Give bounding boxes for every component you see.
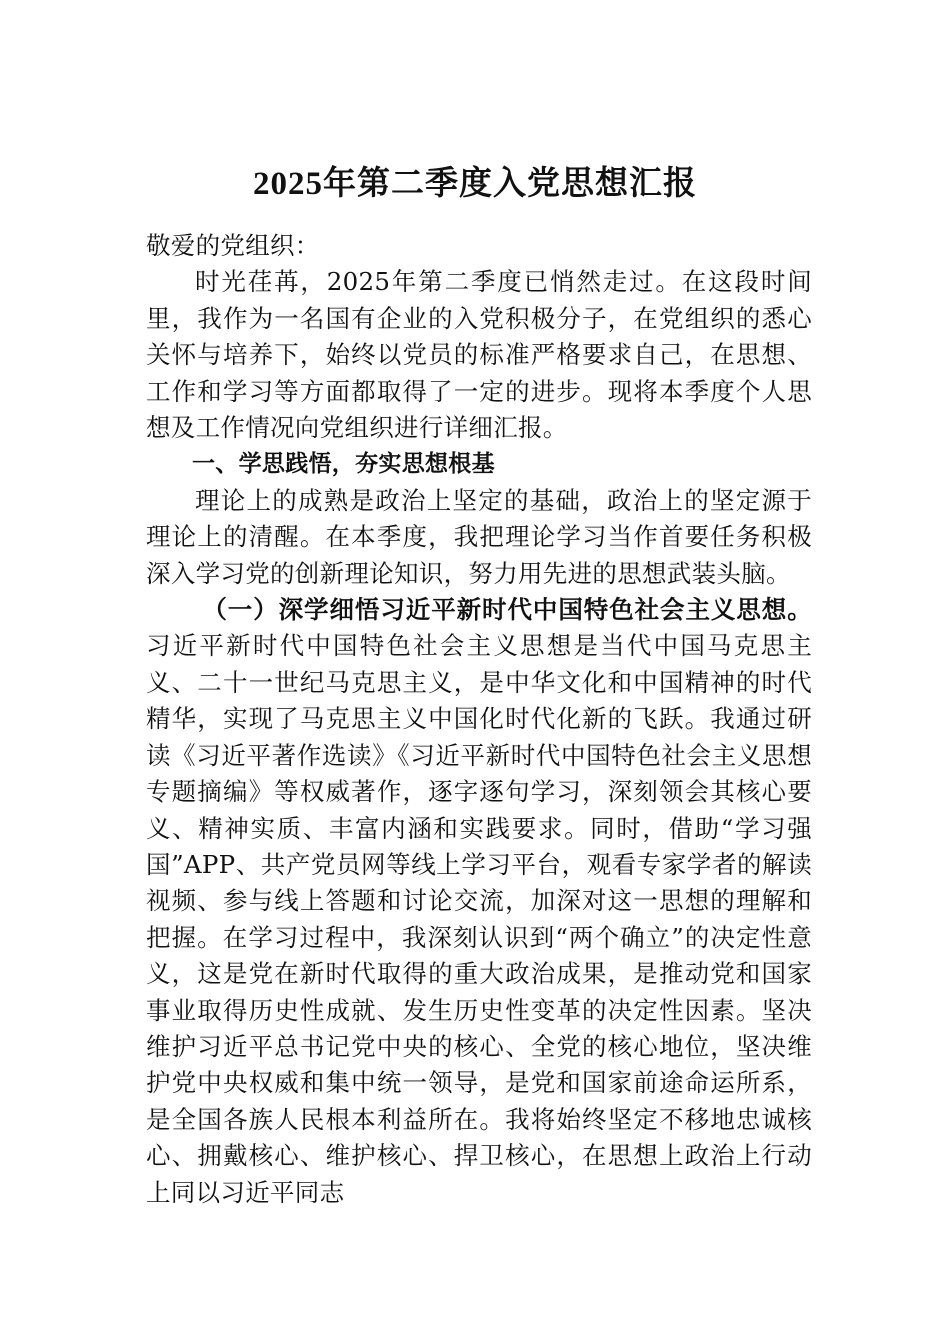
section-1-paragraph: 理论上的成熟是政治上坚定的基础，政治上的坚定源于理论上的清醒。在本季度，我把理论学习当作首要任务积极深入学习党的创新理论知识，努力用先进的思想武装头脑。	[146, 485, 812, 588]
section-heading-1: 一、学思践悟，夯实思想根基	[192, 451, 495, 478]
subsection-1-body: 习近平新时代中国特色社会主义思想是当代中国马克思主义、二十一世纪马克思主义，是中华文化和中国精神的时代精华，实现了马克思主义中国化时代化新的飞跃。我通过研读《习近平著作选读》《习近平新时代中国特色社会主义思想专题摘编》等权威著作，逐字逐句学习，深刻领会其核心要义、精神实质、丰富内涵和实践要求。同时，借助“学习强国”APP、共产党员网等线上学习平台，观看专家学者的解读视频、参与线上答题和讨论交流，加深对这一思想的理解和把握。在学习过程中，我深刻认识到“两个确立”的决定性意义，这是党在新时代取得的重大政治成果，是推动党和国家事业取得历史性成就、发生历史性变革的决定性因素。坚决维护习近平总书记党中央的核心、全党的核心地位，坚决维护党中央权威和集中统一领导，是党和国家前途命运所系，是全国各族人民根本利益所在。我将始终坚定不移地忠诚核心、拥戴核心、维护核心、捍卫核心，在思想上政治上行动上同以习近平同志	[146, 631, 812, 1207]
salutation: 敬爱的党组织：	[146, 231, 320, 260]
intro-paragraph: 时光荏苒，2025年第二季度已悄然走过。在这段时间里，我作为一名国有企业的入党积极分子，在党组织的悉心关怀与培养下，始终以党员的标准严格要求自己，在思想、工作和学习等方面都取得了一定的进步。现将本季度个人思想及工作情况向党组织进行详细汇报。	[146, 267, 812, 443]
subsection-heading-1: （一）深学细悟习近平新时代中国特色社会主义思想。	[202, 595, 812, 625]
document-body	[146, 228, 812, 1211]
document-title: 2025年第二季度入党思想汇报	[253, 166, 697, 202]
subsection-1-paragraph	[146, 592, 812, 1211]
